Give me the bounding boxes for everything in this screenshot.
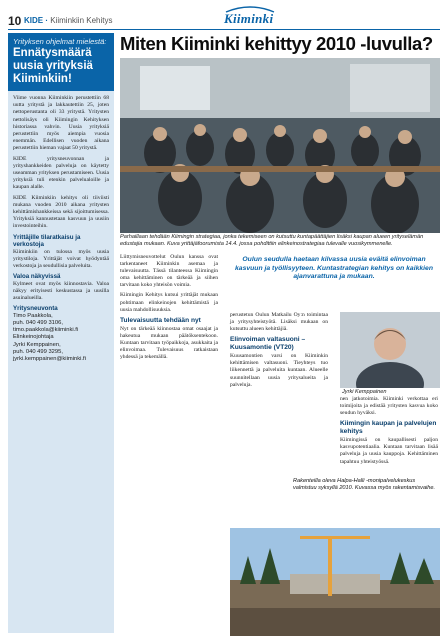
sidebar-paragraph: Viime vuonna Kiiminkiin perustettiin 68 uutta yritystä ja lakkautettiin 25, joten nettoperustanta oli 33 yritystä. Yritysten nettolisäys oli Kiimingin Kehityksen historiassa vahvin. Uusia yrityksiä perustettiin myös aiempia vuosia enemmän. Edellisen vuoden aikana perustettiin hieman vajaat 50 yritystä.: [13, 95, 109, 152]
sidebar-subhead: Valoa näkyvissä: [13, 273, 61, 281]
photo-caption: Parhaillaan tehdään Kiimingin strategiaa, jonka tekemiseen on kutsuttu kuntapäättäjien lisäksi kaupan alueen yrityselämän edustajia mukaan. Kuva yrittäjäfoorumista 14.4. jossa pohdittiin elinkeinostrategiaa tulevalle vuosikymmenelle.: [120, 234, 424, 247]
section-subtitle: Kiiminkiin Kehitys: [50, 16, 113, 25]
sidebar-subhead: Yrittäjille tilaratkaisu ja verkostoja: [13, 233, 81, 249]
page-header: [0, 0, 448, 30]
contact-line: puh. 040 499 3106,: [13, 320, 63, 327]
sidebar-paragraph: Kylmeet ovat myös kiinnostavia. Valoa näkyy erityisesti keskustassa ja uusilla asuinalueilla.: [13, 280, 109, 302]
article-headline: Miten Kiiminki kehittyy 2010 -luvulla?: [120, 33, 433, 54]
pull-quote-text: Oulun seudulla haetaan kilvassa uusia eväitä elinvoiman kasvuun ja työllisyyteen. Kuntastrategian kehitys on kaikkien ajanvarattuna ja mukaan.: [235, 256, 433, 281]
sidebar-paragraph: Kiiminkiin on tulossa myös uusia yritystiloja. Yrittäjät voivat hyödyntää verkostoja ja seudullisia palveluita.: [13, 248, 109, 270]
column-subhead: Elinvoiman valtasuoni – Kuusamontie (VT20): [230, 336, 306, 352]
article-column-2: [230, 312, 328, 392]
article-column-3: [340, 396, 438, 469]
body-paragraph: Kiimingin Kehitys kutsui yrittäjät mukaan pohtimaan elinkeinojen kehittämistä ja uusia mahdollisuuksia.: [120, 292, 218, 313]
logo-text: Kiiminki: [224, 11, 274, 26]
column-subhead: Tulevaisuutta tehdään nyt: [120, 316, 201, 324]
contact-email-link[interactable]: jyrki.kemppainen@kiiminki.fi: [13, 356, 86, 363]
column-subhead: Kiimingin kaupan ja palvelujen kehitys: [340, 420, 437, 436]
contact-line: Timo Paakkola,: [13, 312, 53, 319]
meeting-photo-image: [120, 58, 440, 233]
body-paragraph: Liittymisneuvottelut Oulun kanssa ovat tarkentaneet Kiiminkin asemaa ja tulevaisuutta. Tässä tilanteessa Kiimingin oma kehittäminen on tärkeää ja siihen tarvitaan koko yhteisön voimia.: [120, 254, 218, 289]
sidebar-paragraph: KIDE yritysneuvonnan ja yrityshankkeiden palveluja on käytetty useamman yrityksen perustamiseen. Uusia yrityksiä tuli etenkin palvelualoille ja kaupan alalle.: [13, 155, 109, 191]
construction-photo: [230, 528, 440, 636]
article-column-1: [120, 254, 218, 364]
sidebar-header: [8, 33, 114, 91]
body-paragraph: Nyt on tärkeää kiinnostaa omat osaajat ja hakeutua mukaan päätöksentekoon. Kuntaan tarvitaan työpaikkoja, asukkaita ja elinvoimaa. Tulevaisuus ratkaistaan yhdessä ja tekemällä.: [120, 325, 218, 361]
construction-photo-image: [230, 528, 440, 636]
sidebar-title: Ennätysmäärä uusia yrityksiä Kiiminkiin!: [13, 47, 93, 85]
portrait-photo: [340, 312, 440, 388]
photo2-caption: Rakenteilla oleva Halpa-Halli -monipalvelukeskus valmistuu syksyllä 2010. Kuvassa myös rakentamisvaihe.: [293, 478, 436, 491]
meeting-photo: [120, 58, 440, 233]
section-label: KIDE · Kiiminkiin Kehitys: [24, 16, 113, 25]
contact-line: puh. 040 499 3295,: [13, 348, 63, 355]
body-paragraph: nen jatkotoimia. Kiiminki verkottaa eri toimijoita ja edistää yritysten kasvua koko seudun hyväksi.: [340, 396, 438, 417]
section-name: KIDE: [24, 16, 44, 25]
contact-line: Elinkeinojohtaja: [13, 334, 54, 341]
body-paragraph: Kiimingissä on kaupallisesti paljon kasvupotentiaalia. Kuntaan tarvitaan lisää palveluja ja uusia kauppoja. Kehittäminen tapahtuu yhteistyössä.: [340, 437, 438, 465]
portrait-image: [340, 312, 440, 388]
sidebar-box: [8, 33, 114, 633]
sidebar-body: [8, 91, 114, 633]
contact-line: Jyrki Kemppainen,: [13, 341, 61, 348]
sidebar-subhead: Yritysneuvonta: [13, 305, 58, 313]
portrait-caption: Jyrki Kemppainen: [342, 389, 387, 395]
sidebar-kicker: Yrityksen ohjelmat mielestä:: [13, 37, 107, 46]
sidebar-paragraph: KIDE Kiiminkiin kehitys oli tiiviisti mukana vuoden 2010 aikana yritysten kehittämishankkeissa sekä sijoittumisessa. Yrityksiä kannustetaan kasvuun ja uusiin investointeihin.: [13, 194, 109, 230]
header-rule: [8, 29, 440, 30]
contact-email-link[interactable]: timo.paakkola@kiiminki.fi: [13, 327, 79, 334]
page-number: 10: [8, 14, 22, 28]
pull-quote: [228, 252, 440, 308]
body-paragraph: perustetun Oulun Matkailu Oy:n toimintaa ja yritysyhteistyötä. Lisäksi mukaan on kutsuttu alueen kehittäjiä.: [230, 312, 328, 333]
body-paragraph: Kuusamontien varsi on Kiiminkin kehittämisen valtasuoni. Tieyhteys tuo liikennettä ja palveluita kuntaan. Alueelle suunnitellaan uusia yritysalueita ja palveluja.: [230, 353, 328, 388]
